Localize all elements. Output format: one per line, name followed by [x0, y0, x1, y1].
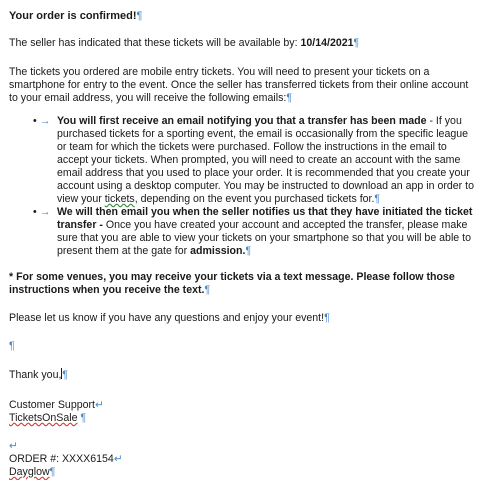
signature-company [9, 412, 479, 425]
bullet-dot-icon: • [33, 206, 37, 218]
tab-arrow-icon: → [39, 115, 51, 127]
step-text: - If you purchased tickets for a sporting event, the email is occasionally from the specific league or team for which the tickets were purchased. Follow the instructions in the email to accept your tickets. When prompted, you will need to create an account with the same email address that you used to place your order. It is recommended that you create your account using a desktop computer. You may be instructed to download an app in order to view your [57, 115, 474, 205]
blank-line [9, 440, 479, 453]
email-document [9, 10, 479, 479]
list-item [33, 206, 479, 258]
pilcrow-mark: ¶ [49, 466, 56, 478]
order-name-text: Dayglow [9, 466, 50, 478]
order-number [9, 453, 479, 466]
pilcrow-mark: ¶ [62, 369, 69, 381]
order-name [9, 466, 479, 479]
step-text-bold-end: admission. [190, 245, 246, 257]
closing-line [9, 312, 479, 325]
grammar-flagged-word: tickets [104, 193, 135, 205]
pilcrow-mark: ¶ [353, 37, 360, 49]
intro-text: The tickets you ordered are mobile entry tickets. You will need to present your tickets on a smartphone for entry to the event. Once the seller has transferred tickets from their online account to your email address, you will receive the following emails: [9, 66, 469, 104]
signature-company-text: TicketsOnSale [9, 412, 78, 424]
tab-arrow-icon: → [39, 206, 51, 218]
empty-paragraph [9, 340, 479, 353]
pilcrow-mark: ¶ [9, 340, 15, 352]
bullet-marker [33, 206, 57, 219]
line-break-icon: ↵ [113, 453, 123, 465]
step-heading: You will first receive an email notifying you that a transfer has been made [57, 115, 427, 127]
pilcrow-mark: ¶ [136, 10, 143, 22]
venues-note-text: * For some venues, you may receive your tickets via a text message. Please follow those instructions when you receive the text. [9, 271, 455, 296]
availability-text: The seller has indicated that these tickets will be available by: [9, 37, 298, 49]
pilcrow-mark: ¶ [204, 284, 211, 296]
pilcrow-mark: ¶ [324, 312, 330, 324]
step-text-end: , depending on the event you purchased tickets for. [134, 193, 375, 205]
availability-date: 10/14/2021 [300, 37, 354, 49]
line-break-icon: ↵ [9, 440, 18, 452]
thanks-text: Thank you, [9, 369, 62, 381]
availability-line [9, 37, 479, 50]
signature-role-text: Customer Support [9, 399, 95, 411]
pilcrow-mark: ¶ [374, 193, 381, 205]
venues-note [9, 271, 479, 297]
order-number-text: ORDER #: XXXX6154 [9, 453, 114, 465]
closing-text: Please let us know if you have any questions and enjoy your event! [9, 312, 325, 324]
thanks-line [9, 368, 479, 382]
signature-role [9, 399, 479, 412]
confirmation-title [9, 10, 479, 23]
pilcrow-mark: ¶ [245, 245, 252, 257]
intro-paragraph [9, 66, 479, 105]
pilcrow-mark: ¶ [80, 412, 87, 424]
pilcrow-mark: ¶ [286, 92, 293, 104]
line-break-icon: ↵ [94, 399, 104, 411]
list-item [33, 115, 479, 206]
email-steps-list [9, 115, 479, 258]
bullet-marker [33, 115, 57, 128]
title-text: Your order is confirmed! [9, 10, 137, 22]
step-heading: We will then email you when the seller notifies us that they have initiated the ticket transfer - [57, 206, 473, 231]
bullet-dot-icon: • [33, 115, 37, 127]
step-text: Once you have created your account and accepted the transfer, please make sure that you are able to view your tickets on your smartphone so that you will be able to present them at the gate for [57, 219, 471, 257]
